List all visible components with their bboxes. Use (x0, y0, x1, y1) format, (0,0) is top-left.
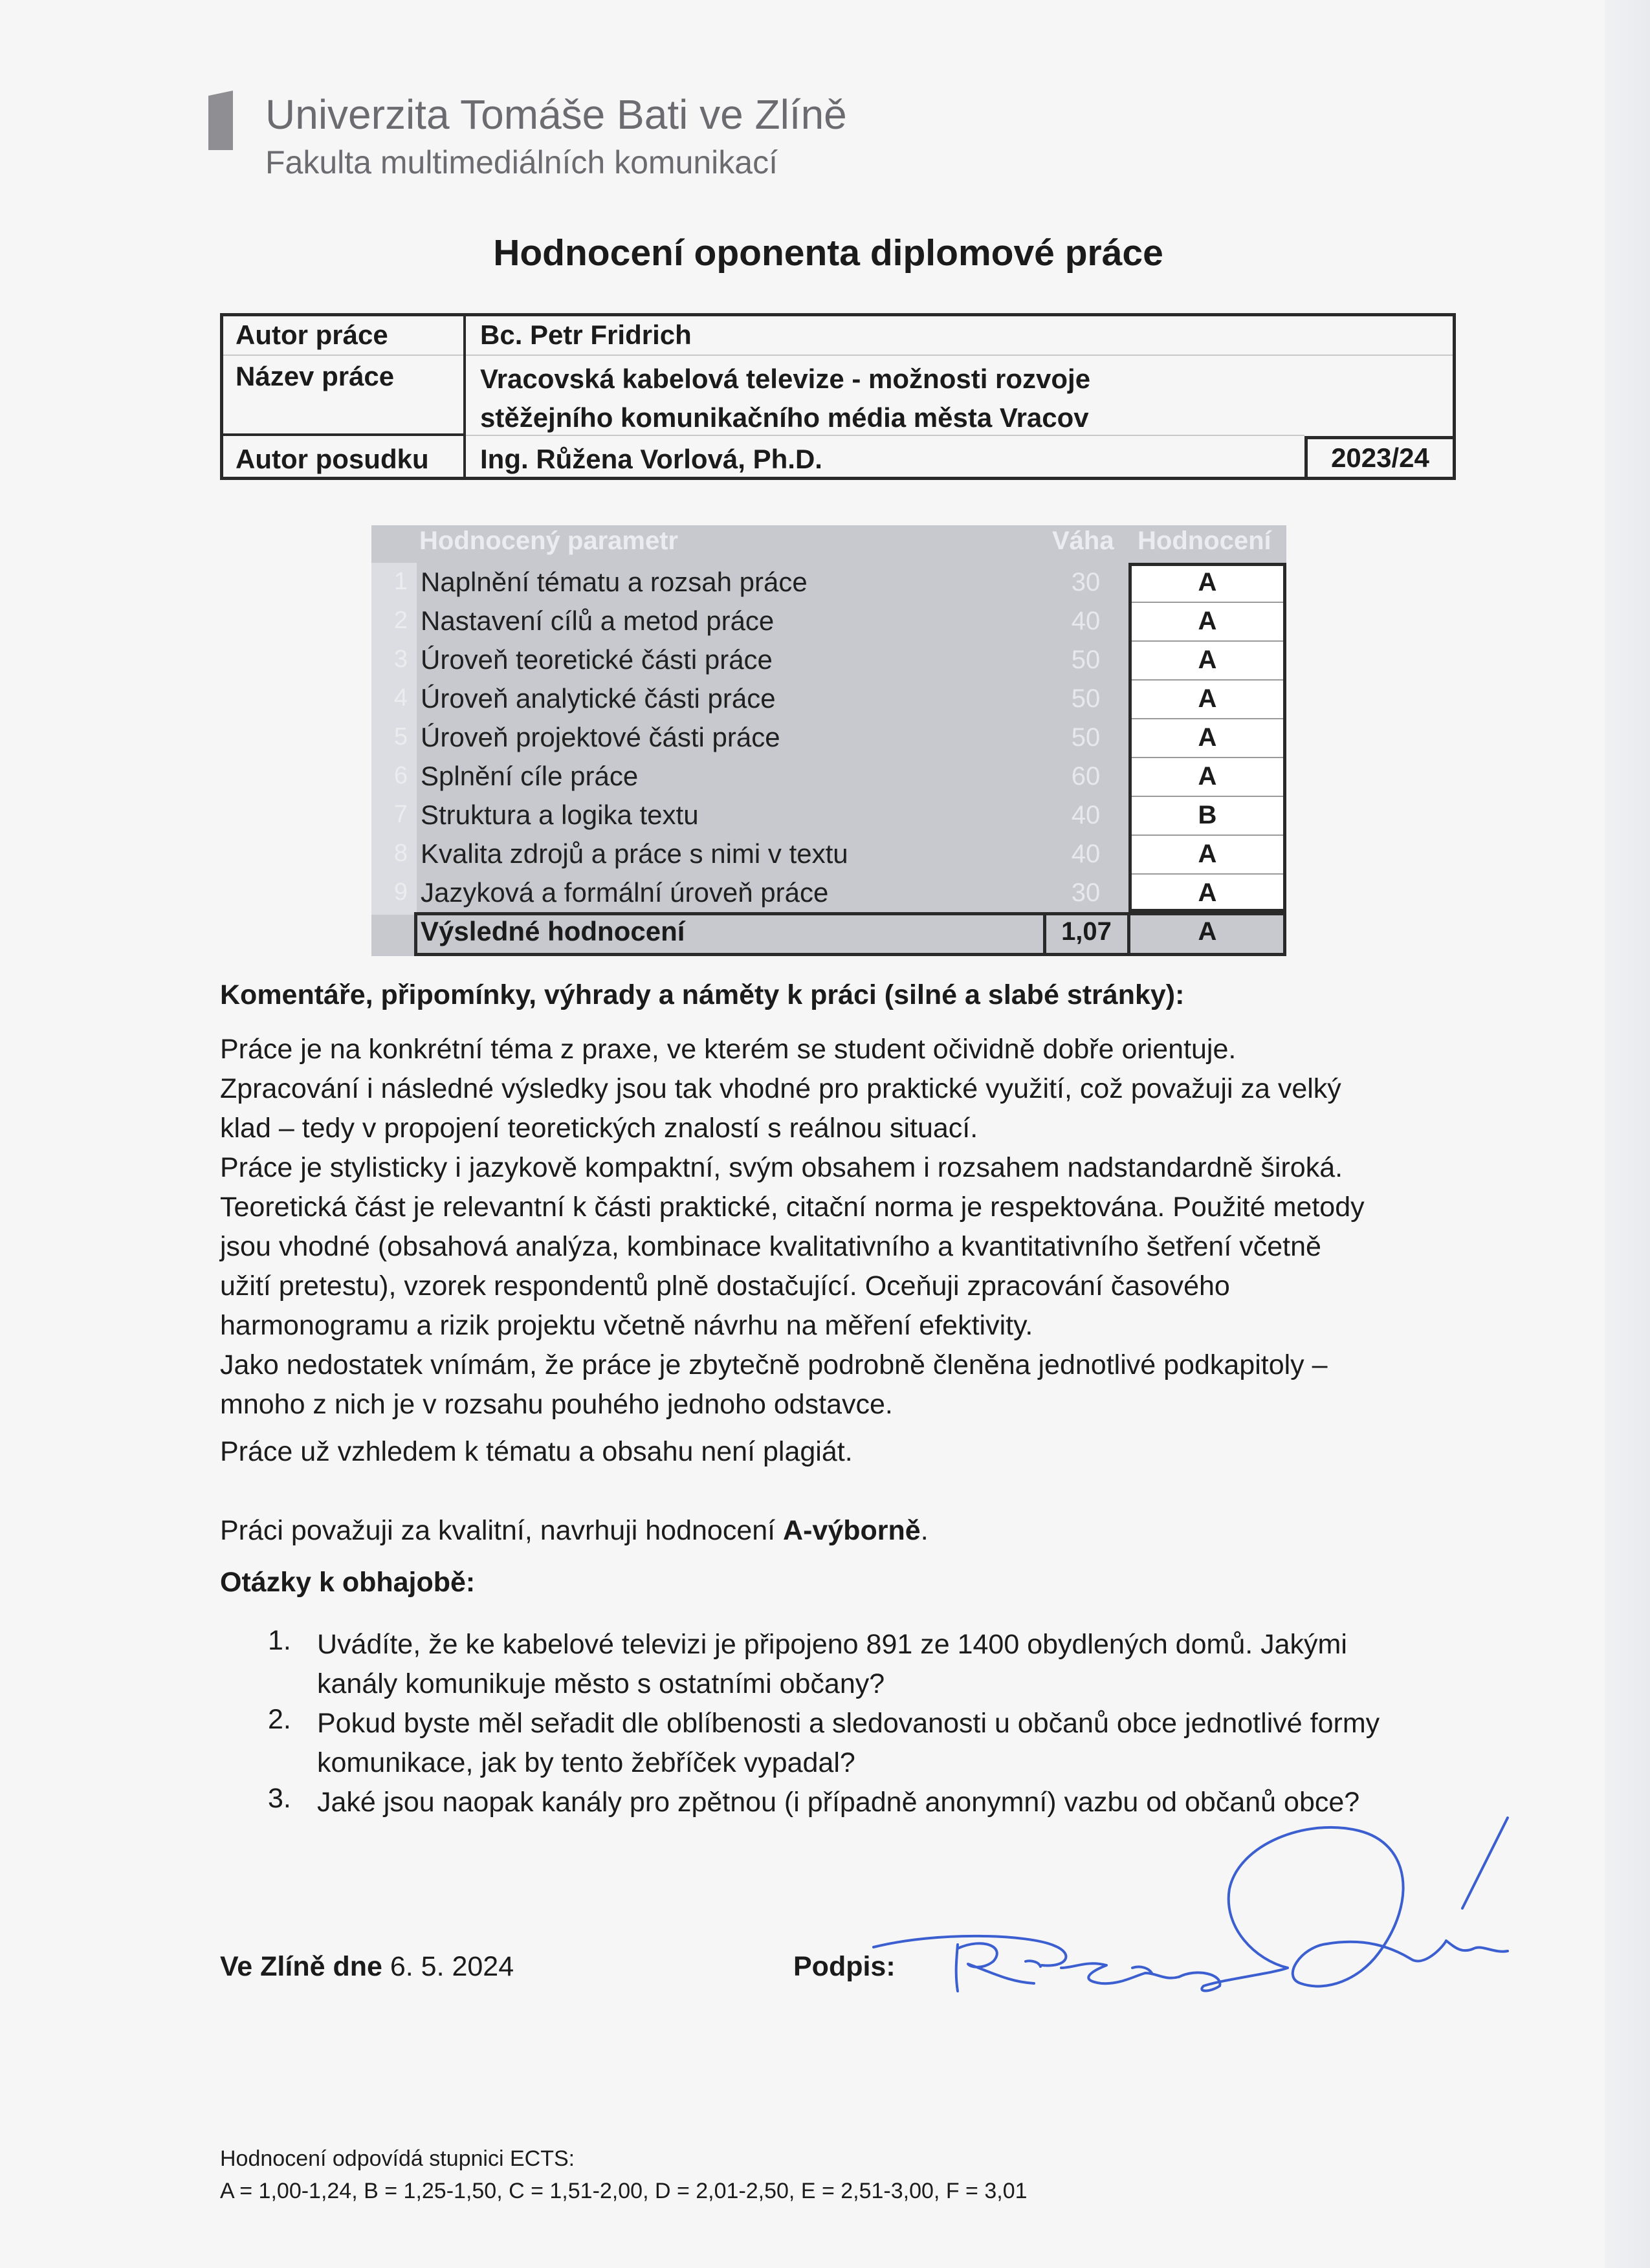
info-row-line (466, 435, 1304, 436)
header-grade: Hodnocení (1138, 527, 1271, 555)
final-label: Výsledné hodnocení (421, 916, 685, 946)
grade-row-line (1132, 834, 1283, 836)
row-weight: 40 (1071, 840, 1101, 868)
row-grade: B (1198, 801, 1217, 829)
thesis-value-line2: stěžejního komunikačního média města Vracov (480, 402, 1089, 433)
row-number: 1 (393, 568, 408, 595)
header-weight: Váha (1052, 527, 1114, 555)
row-param: Úroveň analytické části práce (421, 683, 776, 714)
author-value: Bc. Petr Fridrich (480, 320, 692, 350)
question-number: 3. (268, 1783, 291, 1814)
ects-scale: A = 1,00-1,24, B = 1,25-1,50, C = 1,51-2,00, D = 2,01-2,50, E = 2,51-3,00, F = 3,01 (220, 2179, 1028, 2203)
handwritten-signature-icon (861, 1798, 1521, 2012)
academic-year: 2023/24 (1304, 436, 1456, 480)
info-row-line (223, 433, 463, 436)
row-weight: 40 (1071, 801, 1101, 829)
row-number: 6 (393, 762, 408, 789)
row-number: 9 (393, 878, 408, 906)
place-label: Ve Zlíně dne (220, 1951, 382, 1982)
grade-row-line (1132, 796, 1283, 797)
row-weight: 30 (1071, 878, 1101, 907)
row-grade: A (1198, 568, 1217, 596)
reviewer-label: Autor posudku (236, 444, 429, 474)
info-row-line (223, 354, 463, 356)
comment-line: Práce je na konkrétní téma z praxe, ve kterém se student očividně dobře orientuje. (220, 1034, 1237, 1065)
comment-line: Jako nedostatek vnímám, že práce je zbytečně podrobně členěna jednotlivé podkapitoly – (220, 1349, 1328, 1380)
question-line: komunikace, jak by tento žebříček vypadal? (317, 1747, 855, 1778)
ects-note: Hodnocení odpovídá stupnici ECTS: (220, 2146, 575, 2171)
header-param: Hodnocený parametr (419, 527, 679, 555)
final-grade: A (1198, 917, 1217, 946)
document-title: Hodnocení oponenta diplomové práce (493, 232, 1163, 274)
row-number: 8 (393, 840, 408, 867)
conclusion (220, 1511, 929, 1551)
page-edge (1605, 0, 1650, 2268)
grade-row-line (1132, 679, 1283, 681)
date: 6. 5. 2024 (390, 1951, 514, 1982)
comment-line: užití pretestu), vzorek respondentů plně dostačující. Oceňuji zpracování časového (220, 1270, 1230, 1302)
grade-row-line (1132, 602, 1283, 603)
row-param: Splnění cíle práce (421, 761, 639, 791)
row-weight: 50 (1071, 684, 1101, 713)
comment-line: Práce je stylisticky i jazykově kompaktní, svým obsahem i rozsahem nadstandardně široká. (220, 1152, 1343, 1183)
info-row-line (466, 354, 1453, 356)
comment-line: Teoretická část je relevantní k části praktické, citační norma je respektována. Použité metody (220, 1192, 1365, 1223)
grade-row-line (1132, 757, 1283, 758)
row-weight: 50 (1071, 723, 1101, 752)
row-param: Nastavení cílů a metod práce (421, 605, 775, 636)
row-weight: 40 (1071, 607, 1101, 635)
row-param: Úroveň projektové části práce (421, 722, 780, 752)
row-grade: A (1198, 607, 1217, 635)
info-divider (463, 313, 466, 480)
conclusion-grade: A-výborně (783, 1515, 921, 1546)
place-date (220, 1951, 514, 1983)
conclusion-prefix: Práci považuji za kvalitní, navrhuji hodnocení (220, 1515, 784, 1546)
thesis-label: Název práce (236, 361, 395, 391)
grade-row-line (1132, 718, 1283, 719)
comment-line: mnoho z nich je v rozsahu pouhého jednoho odstavce. (220, 1389, 893, 1420)
row-number: 4 (393, 684, 408, 712)
question-number: 1. (268, 1625, 291, 1656)
row-grade: A (1198, 840, 1217, 868)
row-weight: 30 (1071, 568, 1101, 596)
row-number: 5 (393, 723, 408, 750)
questions-heading: Otázky k obhajobě: (220, 1567, 476, 1598)
comment-line: Zpracování i následné výsledky jsou tak vhodné pro praktické využití, což považuji za velký (220, 1073, 1341, 1104)
thesis-value-line1: Vracovská kabelová televize - možnosti rozvoje (480, 364, 1091, 394)
row-grade: A (1198, 646, 1217, 674)
conclusion-suffix: . (920, 1515, 929, 1546)
comment-line: jsou vhodné (obsahová analýza, kombinace kvalitativního a kvantitativního šetření včetně (220, 1231, 1321, 1262)
university-name: Univerzita Tomáše Bati ve Zlíně (265, 91, 847, 138)
question-line: Uvádíte, že ke kabelové televizi je připojeno 891 ze 1400 obydlených domů. Jakými (317, 1629, 1347, 1660)
comment-line: klad – tedy v propojení teoretických znalostí s reálnou situací. (220, 1113, 978, 1144)
comments-heading: Komentáře, připomínky, výhrady a náměty k práci (silné a slabé stránky): (220, 979, 1185, 1010)
row-param: Struktura a logika textu (421, 800, 699, 830)
row-number: 7 (393, 801, 408, 828)
row-param: Naplnění tématu a rozsah práce (421, 567, 808, 597)
comment-line: harmonogramu a rizik projektu včetně návrhu na měření efektivity. (220, 1310, 1033, 1341)
final-value: 1,07 (1061, 917, 1112, 946)
question-line: Pokud byste měl seřadit dle oblíbenosti a sledovanosti u občanů obce jednotlivé formy (317, 1708, 1380, 1739)
row-param: Kvalita zdrojů a práce s nimi v textu (421, 838, 848, 869)
row-number: 2 (393, 607, 408, 634)
faculty-name: Fakulta multimediálních komunikací (265, 144, 778, 180)
row-weight: 50 (1071, 646, 1101, 674)
grade-row-line (1132, 640, 1283, 642)
reviewer-value: Ing. Růžena Vorlová, Ph.D. (480, 444, 822, 474)
row-number: 3 (393, 646, 408, 673)
row-param: Jazyková a formální úroveň práce (421, 877, 829, 908)
plagiarism-note: Práce už vzhledem k tématu a obsahu není plagiát. (220, 1436, 853, 1467)
row-grade: A (1198, 684, 1217, 713)
question-line: kanály komunikuje město s ostatními občany? (317, 1668, 885, 1699)
question-number: 2. (268, 1704, 291, 1735)
grade-row-line (1132, 873, 1283, 875)
row-grade: A (1198, 762, 1217, 791)
signature-label: Podpis: (793, 1951, 896, 1982)
row-weight: 60 (1071, 762, 1101, 791)
question-line: Jaké jsou naopak kanály pro zpětnou (i případně anonymní) vazbu od občanů obce? (317, 1787, 1360, 1818)
row-grade: A (1198, 878, 1217, 907)
row-param: Úroveň teoretické části práce (421, 644, 773, 675)
row-grade: A (1198, 723, 1217, 752)
university-logo-icon (208, 91, 233, 150)
author-label: Autor práce (236, 320, 388, 350)
